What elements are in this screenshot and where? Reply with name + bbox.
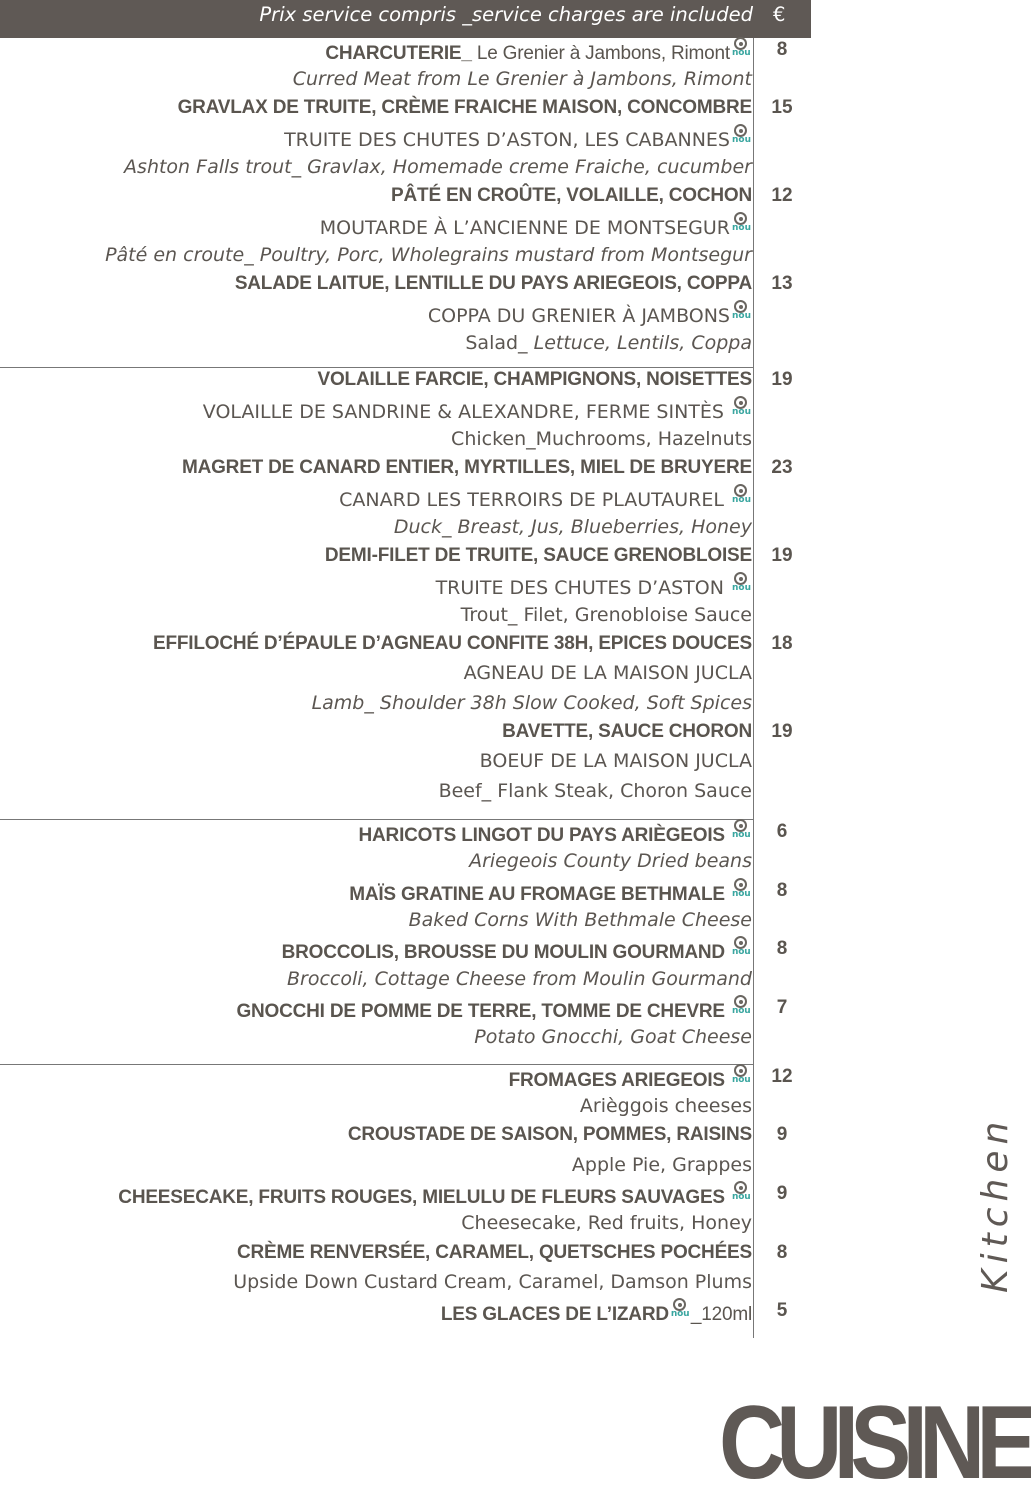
dish-price: 6 bbox=[776, 821, 788, 842]
dish-english: Broccoli, Cottage Cheese from Moulin Gourmand bbox=[287, 968, 752, 990]
dish-price: 8 bbox=[776, 880, 788, 901]
dish-title: VOLAILLE FARCIE, CHAMPIGNONS, NOISETTES bbox=[317, 369, 752, 390]
dish-price: 8 bbox=[776, 1242, 788, 1263]
dish-english: Cheesecake, Red fruits, Honey bbox=[461, 1212, 752, 1234]
dish-origin: COPPA DU GRENIER À JAMBONS nou bbox=[428, 300, 752, 329]
nou-icon: nou bbox=[732, 396, 752, 420]
dish-origin: CANARD LES TERROIRS DE PLAUTAUREL nou bbox=[339, 484, 752, 513]
nou-icon: nou bbox=[732, 995, 752, 1019]
dish-price: 12 bbox=[771, 185, 793, 206]
dish-english: Duck_ Breast, Jus, Blueberries, Honey bbox=[393, 516, 752, 538]
dish-price: 8 bbox=[776, 938, 788, 959]
dish-title: CRÈME RENVERSÉE, CARAMEL, QUETSCHES POCHÉES bbox=[236, 1242, 752, 1263]
nou-icon: nou bbox=[671, 1298, 691, 1322]
dish-title: PÂTÉ EN CROÛTE, VOLAILLE, COCHON bbox=[391, 185, 752, 206]
dish-title: DEMI-FILET DE TRUITE, SAUCE GRENOBLOISE bbox=[324, 545, 752, 566]
brand-word: CUISINE bbox=[719, 1385, 1029, 1501]
dish-english: Lamb_ Shoulder 38h Slow Cooked, Soft Spices bbox=[311, 692, 752, 714]
dish-origin: AGNEAU DE LA MAISON JUCLA bbox=[463, 662, 752, 684]
brand-subtitle: Kitchen bbox=[975, 1115, 1016, 1293]
dish-price: 19 bbox=[771, 721, 793, 742]
dish-title: GRAVLAX DE TRUITE, CRÈME FRAICHE MAISON, CONCOMBRE bbox=[177, 97, 752, 118]
dish-price: 18 bbox=[771, 633, 793, 654]
dish-english: Baked Corns With Bethmale Cheese bbox=[408, 909, 752, 931]
nou-icon: nou bbox=[732, 878, 752, 902]
dish-title: CHEESECAKE, FRUITS ROUGES, MIELULU DE FLEURS SAUVAGES nou bbox=[118, 1181, 752, 1211]
nou-icon: nou bbox=[732, 37, 752, 61]
dish-title: FROMAGES ARIEGEOIS nou bbox=[509, 1064, 752, 1094]
dish-title: CROUSTADE DE SAISON, POMMES, RAISINS bbox=[347, 1124, 752, 1145]
nou-icon: nou bbox=[732, 572, 752, 596]
dish-english: Ariegeois County Dried beans bbox=[469, 850, 752, 872]
dish-origin: VOLAILLE DE SANDRINE & ALEXANDRE, FERME SINTÈS nou bbox=[203, 396, 752, 425]
dish-title: HARICOTS LINGOT DU PAYS ARIÈGEOIS nou bbox=[359, 819, 753, 849]
dish-origin: TRUITE DES CHUTES D’ASTON nou bbox=[436, 572, 752, 601]
dish-price: 13 bbox=[771, 273, 793, 294]
dish-title: LES GLACES DE L’IZARD nou _120ml bbox=[441, 1298, 752, 1328]
dish-title: BAVETTE, SAUCE CHORON bbox=[502, 721, 752, 742]
dish-price: 7 bbox=[776, 997, 788, 1018]
dish-price: 5 bbox=[776, 1300, 788, 1321]
dish-price: 9 bbox=[776, 1183, 788, 1204]
nou-icon: nou bbox=[732, 484, 752, 508]
dish-english: Apple Pie, Grappes bbox=[571, 1154, 752, 1176]
nou-icon: nou bbox=[732, 819, 752, 843]
dish-price: 8 bbox=[776, 39, 788, 60]
dish-title: CHARCUTERIE_ Le Grenier à Jambons, Rimont nou bbox=[325, 37, 752, 67]
dish-price: 12 bbox=[771, 1066, 793, 1087]
dish-title: MAGRET DE CANARD ENTIER, MYRTILLES, MIEL DE BRUYERE bbox=[181, 457, 752, 478]
dish-english: Pâté en croute_ Poultry, Porc, Wholegrains mustard from Montsegur bbox=[105, 244, 752, 266]
dish-title: SALADE LAITUE, LENTILLE DU PAYS ARIEGEOIS, COPPA bbox=[234, 273, 752, 294]
dish-origin: BOEUF DE LA MAISON JUCLA bbox=[479, 750, 752, 772]
service-note: Prix service compris _service charges are included bbox=[259, 3, 753, 26]
dish-price: 9 bbox=[776, 1124, 788, 1145]
dish-english: Ashton Falls trout_ Gravlax, Homemade creme Fraiche, cucumber bbox=[124, 156, 752, 178]
dish-english: Trout_ Filet, Grenobloise Sauce bbox=[460, 604, 752, 626]
nou-icon: nou bbox=[732, 1064, 752, 1088]
dish-price: 19 bbox=[771, 369, 793, 390]
dish-price: 23 bbox=[771, 457, 793, 478]
dish-price: 19 bbox=[771, 545, 793, 566]
nou-icon: nou bbox=[732, 1181, 752, 1205]
dish-title: EFFILOCHÉ D’ÉPAULE D’AGNEAU CONFITE 38H, EPICES DOUCES bbox=[152, 633, 752, 654]
dish-title: BROCCOLIS, BROUSSE DU MOULIN GOURMAND nou bbox=[282, 936, 752, 966]
dish-english: Potato Gnocchi, Goat Cheese bbox=[474, 1026, 752, 1048]
nou-icon: nou bbox=[732, 300, 752, 324]
dish-origin: MOUTARDE À L’ANCIENNE DE MONTSEGUR nou bbox=[320, 212, 752, 241]
dish-title: MAÏS GRATINE AU FROMAGE BETHMALE nou bbox=[349, 878, 752, 908]
currency-symbol: € bbox=[773, 3, 786, 26]
dish-origin: TRUITE DES CHUTES D’ASTON, LES CABANNES nou bbox=[284, 124, 752, 153]
dish-price: 15 bbox=[771, 97, 793, 118]
dish-title: GNOCCHI DE POMME DE TERRE, TOMME DE CHEVRE nou bbox=[236, 995, 752, 1025]
dish-english: Curred Meat from Le Grenier à Jambons, Rimont bbox=[292, 68, 752, 90]
column-divider bbox=[753, 38, 754, 1338]
dish-english: Chicken_Muchrooms, Hazelnuts bbox=[451, 428, 752, 450]
nou-icon: nou bbox=[732, 212, 752, 236]
dish-english: Salad_ Lettuce, Lentils, Coppa bbox=[465, 332, 752, 354]
dish-english: Arièggois cheeses bbox=[579, 1095, 752, 1117]
nou-icon: nou bbox=[732, 936, 752, 960]
nou-icon: nou bbox=[732, 124, 752, 148]
header-bar bbox=[0, 0, 811, 38]
dish-english: Upside Down Custard Cream, Caramel, Damson Plums bbox=[233, 1271, 752, 1293]
dish-english: Beef_ Flank Steak, Choron Sauce bbox=[438, 780, 752, 802]
